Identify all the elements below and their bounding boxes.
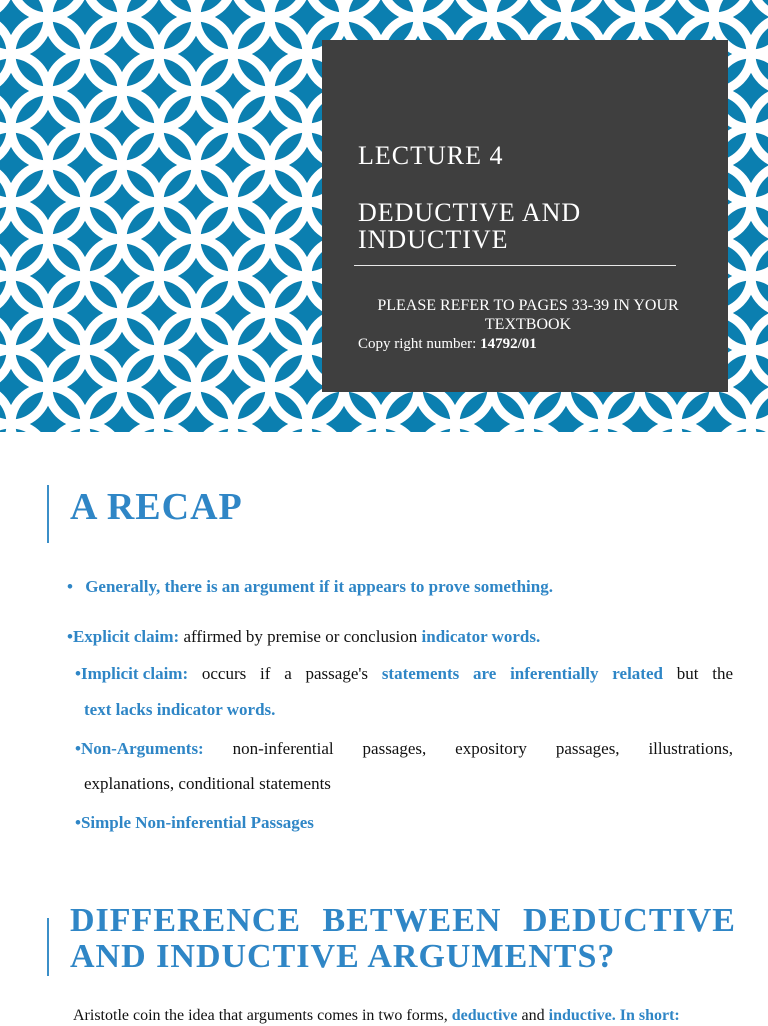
difference-slide (0, 873, 768, 1024)
bullet-marker: • (75, 664, 81, 683)
textbook-reference-line1: PLEASE REFER TO PAGES 33-39 IN YOUR (377, 297, 679, 314)
implicit-highlight-word: related (612, 664, 663, 683)
heading-accent-bar (47, 918, 49, 976)
difference-heading-line2: AND INDUCTIVE ARGUMENTS? (70, 938, 616, 975)
non-arguments-label: Non-Arguments: (80, 739, 204, 758)
textbook-reference-line2: TEXTBOOK (484, 316, 572, 333)
implicit-word: the (712, 664, 733, 683)
bullet-marker: • (67, 577, 73, 596)
non-arguments-lead (75, 739, 204, 759)
implicit-claim-line2: text lacks indicator words. (84, 700, 276, 719)
copyright-number: 14792/01 (480, 336, 537, 352)
implicit-claim-lead (75, 664, 188, 684)
implicit-word: a (284, 664, 292, 683)
implicit-word: if (260, 664, 271, 683)
aristotle-text: Aristotle coin the idea that arguments comes in two forms, (73, 1007, 452, 1024)
implicit-word: but (676, 664, 699, 683)
title-divider (354, 265, 676, 266)
copyright-label: Copy right number: (358, 336, 481, 352)
recap-bullet-1 (67, 577, 553, 597)
non-arguments-word: non-inferential (232, 739, 334, 758)
inductive-term: inductive. (548, 1007, 616, 1024)
title-box (322, 40, 728, 392)
explicit-claim-text: affirmed by premise or conclusion (179, 627, 422, 646)
in-short-text: In short: (615, 1007, 680, 1024)
simple-passages-text: Simple Non-inferential Passages (80, 813, 314, 832)
bullet-marker: • (75, 813, 81, 832)
explicit-claim-line (67, 627, 540, 647)
heading-accent-bar (47, 485, 49, 543)
heading-word: DEDUCTIVE (522, 902, 736, 939)
copyright-line (358, 336, 537, 353)
recap-heading: A RECAP (70, 486, 243, 528)
simple-passages-line (75, 813, 314, 833)
aristotle-paragraph (73, 1006, 680, 1026)
lecture-title-line2: INDUCTIVE (358, 225, 509, 254)
recap-slide (0, 433, 768, 873)
non-arguments-word: illustrations, (648, 739, 733, 758)
explicit-claim-highlight: indicator words. (421, 627, 541, 646)
implicit-word: occurs (201, 664, 247, 683)
non-arguments-word: expository (455, 739, 527, 758)
implicit-word: passage's (305, 664, 369, 683)
non-arguments-line (75, 739, 733, 759)
textbook-reference (358, 296, 698, 334)
implicit-highlight-word: inferentially (510, 664, 599, 683)
non-arguments-word: passages, (362, 739, 427, 758)
non-arguments-word: passages, (555, 739, 620, 758)
deductive-term: deductive (451, 1007, 518, 1024)
bullet-marker: • (67, 627, 73, 646)
explicit-claim-label: Explicit claim: (72, 627, 180, 646)
and-text: and (517, 1007, 549, 1024)
lecture-title-line1: DEDUCTIVE AND (358, 198, 582, 227)
difference-heading-line1 (70, 903, 736, 938)
bullet-marker: • (75, 739, 81, 758)
implicit-highlight-word: are (473, 664, 497, 683)
heading-word: DIFFERENCE (70, 902, 302, 939)
non-arguments-line2: explanations, conditional statements (84, 774, 331, 793)
lecture-number: LECTURE 4 (358, 141, 504, 170)
implicit-highlight-word: statements (381, 664, 460, 683)
title-slide (0, 0, 768, 432)
heading-word: BETWEEN (322, 902, 502, 939)
implicit-claim-line (75, 664, 733, 684)
recap-bullet-1-text: Generally, there is an argument if it appears to prove something. (85, 577, 553, 596)
implicit-claim-label: Implicit claim: (80, 664, 189, 683)
